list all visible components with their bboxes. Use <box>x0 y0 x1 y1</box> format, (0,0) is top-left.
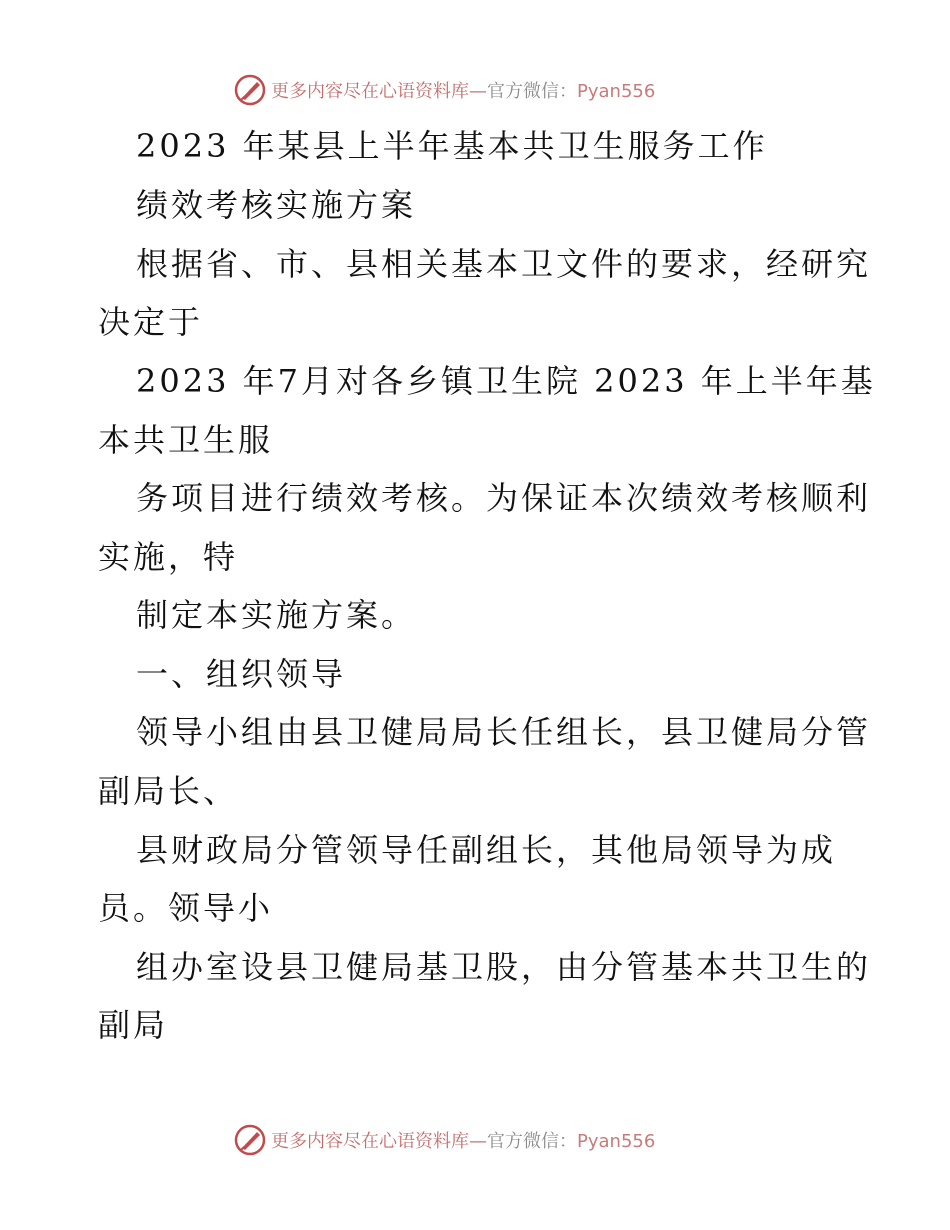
watermark-account-label: 官方微信： <box>487 1131 577 1152</box>
doc-paragraph-line: 2023 年7月对各乡镇卫生院 2023 年上半年基 <box>136 362 876 400</box>
doc-paragraph-line: 实施，特 <box>98 538 239 576</box>
watermark-account-id: Pyan556 <box>577 81 656 102</box>
doc-title-line-2: 绩效考核实施方案 <box>136 186 417 224</box>
doc-paragraph-line: 副局 <box>98 1006 169 1044</box>
watermark-separator: — <box>469 1131 487 1152</box>
doc-paragraph-line: 员。领导小 <box>98 889 274 927</box>
doc-paragraph-line: 县财政局分管领导任副组长，其他局领导为成 <box>136 831 837 869</box>
doc-paragraph-line: 决定于 <box>98 303 204 341</box>
watermark-account-label: 官方微信： <box>487 81 577 102</box>
watermark-separator: — <box>469 81 487 102</box>
doc-title-line-1: 2023 年某县上半年基本共卫生服务工作 <box>136 127 768 165</box>
watermark-site-text: 更多内容尽在心语资料库 <box>271 1131 469 1152</box>
doc-paragraph-line: 本共卫生服 <box>98 421 274 459</box>
doc-paragraph-line: 领导小组由县卫健局局长任组长，县卫健局分管 <box>136 713 872 751</box>
doc-paragraph-line: 组办室设县卫健局基卫股，由分管基本共卫生的 <box>136 948 872 986</box>
doc-paragraph-line: 副局长、 <box>98 772 239 810</box>
doc-paragraph-line: 制定本实施方案。 <box>136 596 417 634</box>
watermark-site-text: 更多内容尽在心语资料库 <box>271 81 469 102</box>
doc-paragraph-line: 根据省、市、县相关基本卫文件的要求，经研究 <box>136 245 872 283</box>
watermark-footer <box>233 1122 753 1158</box>
doc-paragraph-line: 务项目进行绩效考核。为保证本次绩效考核顺利 <box>136 479 872 517</box>
watermark-account-id: Pyan556 <box>577 1131 656 1152</box>
doc-section-heading: 一、组织领导 <box>136 655 347 693</box>
quill-logo-icon <box>233 1123 267 1157</box>
